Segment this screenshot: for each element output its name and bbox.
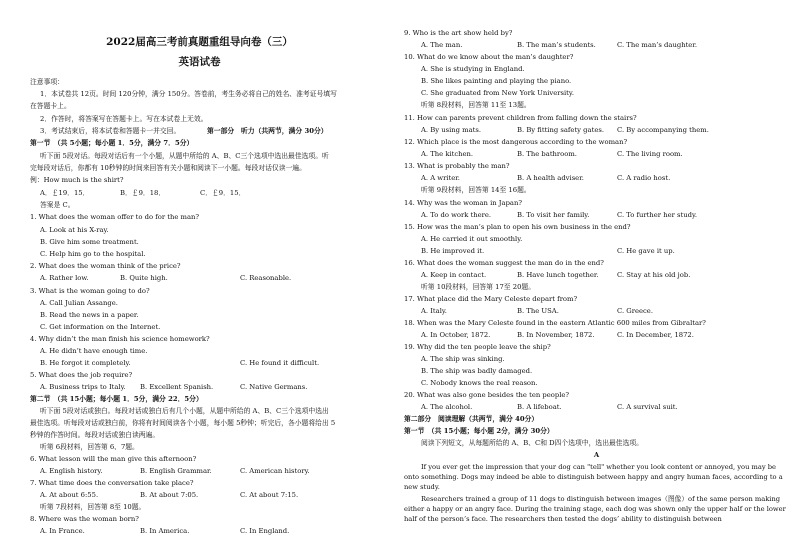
sec1-instruction-2: 完每段对话后，你都有 10秒钟的时间来回答有关小题和阅读下一小题。每段对话仅读一遍。 (30, 164, 306, 172)
q5-option-c: C. Native Germans. (240, 383, 308, 391)
q17-question: 17. What place did the Mary Celeste depart from? (404, 295, 578, 303)
q14-question: 14. Why was the woman in Japan? (404, 199, 523, 207)
q9-option-a: A. The man. (421, 41, 463, 49)
q6-option-c: C. American history. (240, 467, 310, 475)
q11-option-c: C. By accompanying them. (617, 126, 709, 134)
q6-option-b: B. English Grammar. (140, 467, 212, 475)
exam-title: 2022届高三考前真题重组导向卷（三） (106, 36, 293, 48)
q6-option-a: A. English history. (40, 467, 103, 475)
sec1-heading: 第一节 （共 5小题；每小题 1．5分，满分 7．5分） (30, 139, 194, 147)
q19-question: 19. Why did the ten people leave the ship? (404, 343, 551, 351)
q10-option-b: B. She likes painting and playing the piano. (421, 77, 572, 85)
q13-question: 13. What is probably the man? (404, 162, 510, 170)
part2-sec1-heading: 第一节 （共 15小题；每小题 2分，满分 30分） (404, 427, 554, 435)
q11-question: 11. How can parents prevent children from falling down the stairs? (404, 114, 637, 122)
q17-option-c: C. Greece. (617, 307, 653, 315)
q16-option-c: C. Stay at his old job. (617, 271, 691, 279)
q7-question: 7. What time does the conversation take place? (30, 479, 194, 487)
example-option-c: C．￡9．15． (200, 189, 246, 197)
q4-option-a: A. He didn’t have enough time. (40, 347, 148, 355)
q7-option-c: C. At about 7:15. (240, 491, 299, 499)
q14-option-b: B. To visit her family. (517, 211, 590, 219)
q14-option-a: A. To do work there. (421, 211, 492, 219)
q1-option-b: B. Give him some treatment. (40, 238, 139, 246)
q8-option-b: B. In America. (140, 527, 190, 535)
passage-paragraph-1: If you ever get the impression that your dog can "tell" whether you look content or annoyed, you may be onto something. Dogs may indeed be able to distinguish between happy and angry human faces, according to a new study. (404, 463, 783, 491)
q11-option-a: A. By using mats. (421, 126, 482, 134)
q15-option-c: C. He gave it up. (617, 247, 675, 255)
q16-option-a: A. Keep in contact. (421, 271, 487, 279)
q9-question: 9. Who is the art show held by? (404, 29, 513, 37)
q13-option-c: C. A radio host. (617, 174, 671, 182)
q19-option-a: A. The ship was sinking. (421, 355, 505, 363)
example-option-a: A．￡19．15． (40, 189, 90, 197)
q20-option-a: A. The alcohol. (421, 403, 473, 411)
q15-option-a: A. He carried it out smoothly. (421, 235, 523, 243)
q16-note: 听第 10段材料，回答第 17至 20题。 (421, 283, 535, 291)
notice-3: 3．考试结束后，将本试卷和答题卡一并交回。 (40, 127, 181, 135)
q4-option-c: C. He found it difficult. (240, 359, 320, 367)
passage-label: A (593, 451, 600, 459)
q18-option-b: B. In November, 1872. (517, 331, 595, 339)
part1-heading: 第一部分 听力（共两节，满分 30分） (207, 127, 328, 135)
q2-question: 2. What does the woman think of the price? (30, 262, 181, 270)
q13-option-b: B. A health adviser. (517, 174, 584, 182)
q2-option-a: A. Rather low. (40, 274, 89, 282)
q5-option-b: B. Excellent Spanish. (140, 383, 214, 391)
q12-option-b: B. The bathroom. (517, 150, 577, 158)
q10-question: 10. What do we know about the man’s daughter? (404, 53, 574, 61)
q1-option-c: C. Help him go to the hospital. (40, 250, 146, 258)
notice-2: 2．作答时，将答案写在答题卡上。写在本试卷上无效。 (40, 115, 208, 123)
q12-option-a: A. The kitchen. (421, 150, 474, 158)
q10-option-c: C. She graduated from New York University. (421, 89, 575, 97)
sec2-instruction-1: 听下面 5段对话或独白。每段对话或独白后有几个小题，从题中所给的 A、B、C三个选项中选出 (40, 407, 329, 415)
q17-option-a: A. Italy. (421, 307, 447, 315)
example-option-b: B．￡9．18． (120, 189, 166, 197)
q9-option-c: C. The man’s daughter. (617, 41, 697, 49)
q6-question: 6. What lesson will the man give this afternoon? (30, 455, 197, 463)
sec2-instruction-2: 最佳选项。听每段对话或独白前，你将有时间阅读各个小题，每小题 5秒钟；听完后，各小题将给出 5 (30, 419, 336, 427)
sec2-heading: 第二节 （共 15小题；每小题 1．5分，满分 22．5分） (30, 395, 203, 403)
part2-instruction: 阅读下列短文，从每题所给的 A、B、C和 D四个选项中，选出最佳选项。 (421, 439, 643, 447)
sec2-instruction-3: 秒钟的作答时间。每段对话或独白读两遍。 (30, 431, 160, 439)
q10-option-a: A. She is studying in England. (421, 65, 525, 73)
q19-option-b: B. The ship was badly damaged. (421, 367, 533, 375)
q15-option-b: B. He improved it. (421, 247, 485, 255)
q3-option-b: B. Read the news in a paper. (40, 311, 139, 319)
q16-question: 16. What does the woman suggest the man do in the end? (404, 259, 604, 267)
notice-1: 1．本试卷共 12页。时间 120分钟，满分 150分。答卷前，考生务必将自己的姓名、准考证号填写 (40, 90, 337, 98)
q20-option-c: C. A survival suit. (617, 403, 678, 411)
q2-option-c: C. Reasonable. (240, 274, 292, 282)
q20-option-b: B. A lifeboat. (517, 403, 562, 411)
notice-header: 注意事项： (30, 78, 64, 86)
q8-option-a: A. In France. (40, 527, 85, 535)
q3-option-c: C. Get information on the Internet. (40, 323, 161, 331)
sec2-instruction-4: 听第 6段材料，回答第 6、7题。 (40, 443, 139, 451)
q5-question: 5. What does the job require? (30, 371, 133, 379)
q8-question: 8. Where was the woman born? (30, 515, 139, 523)
q12-question: 12. Which place is the most dangerous according to the woman? (404, 138, 628, 146)
q2-option-b: B. Quite high. (120, 274, 168, 282)
q18-option-a: A. In October, 1872. (421, 331, 491, 339)
q8-option-c: C. In England. (240, 527, 290, 535)
example-question: 例：How much is the shirt? (30, 176, 124, 184)
notice-1b: 在答题卡上。 (30, 102, 71, 110)
sec1-instruction-1: 听下面 5段对话。每段对话后有一个小题，从题中所给的 A、B、C三个选项中选出最佳选项。听 (40, 152, 329, 160)
exam-subtitle: 英语试卷 (178, 56, 221, 68)
q19-option-c: C. Nobody knows the real reason. (421, 379, 538, 387)
q14-option-c: C. To further her study. (617, 211, 698, 219)
example-answer: 答案是 C。 (40, 201, 75, 209)
q3-question: 3. What is the woman going to do? (30, 287, 150, 295)
q12-option-c: C. The living room. (617, 150, 683, 158)
q20-question: 20. What was also gone besides the ten people? (404, 391, 570, 399)
q7-option-a: A. At about 6:55. (40, 491, 99, 499)
q18-option-c: C. In December, 1872. (617, 331, 694, 339)
q7-note: 听第 7段材料，回答第 8至 10题。 (40, 503, 146, 511)
q7-option-b: B. At about 7:05. (140, 491, 199, 499)
q10-note: 听第 8段材料，回答第 11至 13题。 (421, 101, 531, 109)
q1-question: 1. What does the woman offer to do for the man? (30, 213, 200, 221)
q13-note: 听第 9段材料，回答第 14至 16题。 (421, 186, 531, 194)
q4-option-b: B. He forgot it completely. (40, 359, 131, 367)
right-column (399, 0, 794, 560)
q5-option-a: A. Business trips to Italy. (40, 383, 126, 391)
q3-option-a: A. Call Julian Assange. (40, 299, 118, 307)
passage-paragraph-2: Researchers trained a group of 11 dogs to distinguish between images（图像）of the same person making either a happy or an angry face. During the training stage, each dog was shown only the upper half or the lower half of the person’s face. The researchers then tested the dogs’ ability to distinguish between (404, 495, 786, 523)
q15-question: 15. How was the man’s plan to open his own business in the end? (404, 223, 631, 231)
q13-option-a: A. A writer. (421, 174, 460, 182)
q4-question: 4. Why didn’t the man finish his science homework? (30, 335, 210, 343)
q18-question: 18. When was the Mary Celeste found in the eastern Atlantic 600 miles from Gibraltar? (404, 319, 706, 327)
q17-option-b: B. The USA. (517, 307, 559, 315)
q16-option-b: B. Have lunch together. (517, 271, 599, 279)
part2-heading: 第二部分 阅读理解（共两节，满分 40分） (404, 415, 539, 423)
q11-option-b: B. By fitting safety gates. (517, 126, 604, 134)
q1-option-a: A. Look at his X-ray. (40, 226, 109, 234)
q9-option-b: B. The man’s students. (517, 41, 596, 49)
